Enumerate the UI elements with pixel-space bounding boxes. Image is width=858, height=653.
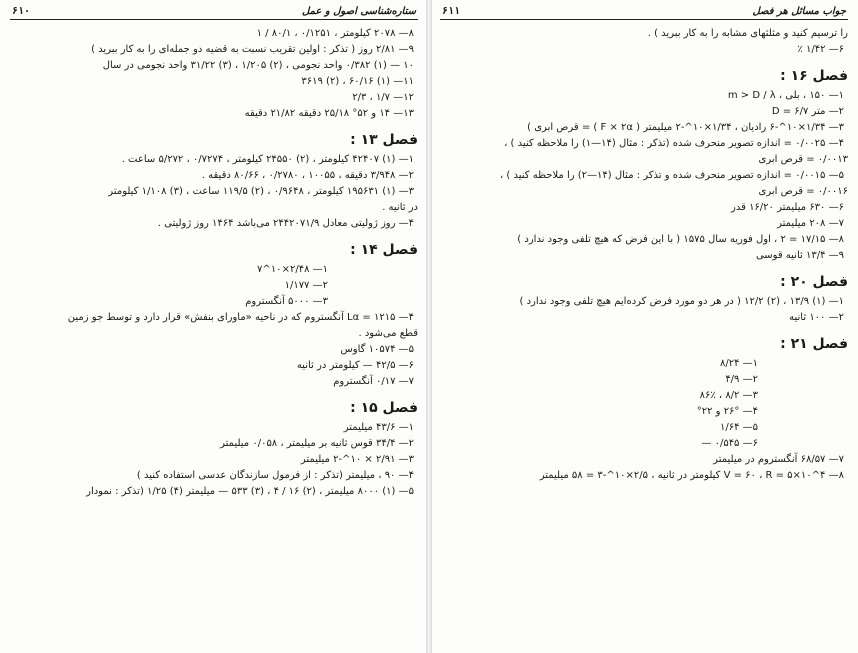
answer-line: ۱— (۱) ۱۳/۹ ، (۲) ۱۲/۲ ( در هر دو مورد فرض کرده‌ایم هیچ تلفی وجود ندارد ) — [519, 296, 844, 307]
chapter-21-heading: فصل ۲۱ : — [780, 336, 848, 352]
answer-line: ۴— ۲۶° و ۲۲° — [696, 406, 758, 417]
answer-line: ۶— ۶۳۰ میلیمتر ۱۶/۲۰ قدر — [731, 202, 844, 213]
answer-line: ۱۳— ۱۴ و ۵۲° ۲۵/۱۸ دقیقه ۲۱/۸۲ دقیقه — [244, 108, 414, 119]
answer-line: در ثانیه . — [382, 202, 418, 213]
answer-line: ۲— ۴/۹ — [725, 374, 758, 385]
answer-line: ۵— ۰/۰۰۱۵ = اندازه تصویر منحرف شده و تذکر : مثال (۱۴—۲) را ملاحظه کنید ) ، — [500, 170, 844, 181]
right-header-title: جواب مسائل هر فصل — [752, 6, 846, 17]
answer-line: ۳— ۱/۳۴×۱۰^-۶ رادیان ، ۱/۳۴×۱۰^-۲ میلیمتر ( F × ۲α ) = قرص ابری ) — [527, 122, 844, 133]
answer-line: ۶— ۴۲/۵ — کیلومتر در ثانیه — [296, 360, 414, 371]
answer-line: ۴— Lα = ۱۲۱۵ آنگستروم که در ناحیه «ماورای بنفش» قرار دارد و توسط جو زمین — [67, 312, 414, 323]
answer-line: ۹— ۲/۸۱ روز ( تذکر : اولین تقریب نسبت به قضیه دو جمله‌ای را به کار ببرید ) — [91, 44, 414, 55]
answer-line: ۱— ۲/۴۸×۱۰^۷ — [257, 264, 328, 275]
answer-line: ۲— ۱/۱۷۷ — [284, 280, 328, 291]
answer-line: ۳— ۸/۲ ، ۸۶٪ — [699, 390, 758, 401]
answer-line: ۰/۰۰۱۳ = قرص ابری — [758, 154, 848, 165]
right-page-number: ۶۱۱ — [442, 6, 461, 17]
left-page-number: ۶۱۰ — [12, 6, 31, 17]
right-page — [432, 0, 858, 653]
answer-line: ۳— ۵۰۰۰ آنگستروم — [245, 296, 328, 307]
answer-line: ۷— ۰/۱۷ آنگستروم — [333, 376, 414, 387]
answer-line: ۲— ۳/۹۴۸ دقیقه ، ۱۰۰۵۵ ، ۰/۲۷۸۰ ، ۸۰/۶۶ دقیقه . — [201, 170, 414, 181]
left-header-title: ستاره‌شناسی اصول و عمل — [302, 6, 416, 17]
answer-line: ۲— متر D = ۶/۷ — [771, 106, 844, 117]
answer-line: ۹— ۱۳/۴ ثانیه قوسی — [755, 250, 844, 261]
answer-line: ۷— ۲۰۸ میلیمتر — [777, 218, 844, 229]
chapter-13-heading: فصل ۱۳ : — [350, 132, 418, 148]
answer-line: ۷— ۶۸/۵۷ آنگستروم در میلیمتر — [713, 454, 844, 465]
answer-line: ۶— ۱/۴۲ ٪ — [797, 44, 844, 55]
answer-line: ۵— ۱۰۵۷۴ گاوس — [340, 344, 414, 355]
answer-line: ۴— روز ژولیتی معادل ۲۴۴۲۰۷۱/۹ می‌باشد ۱۴۶۴ روز ژولیتی . — [157, 218, 414, 229]
answer-line: ۳— ۲/۹۱ × ۱۰^-۲ میلیمتر — [300, 454, 414, 465]
answer-line: ۸— ۱۷/۱۵ = ۲ ، اول فوریه سال ۱۵۷۵ ( با این فرض که هیچ تلفی وجود ندارد ) — [517, 234, 844, 245]
chapter-20-heading: فصل ۲۰ : — [780, 274, 848, 290]
answer-line: ۱— (۱) ۴۲۴۰۷ کیلومتر ، (۲) ۲۴۵۵۰ کیلومتر ، ۰/۷۲۷۴ ، ۵/۲۷۲ ساعت . — [121, 154, 414, 165]
answer-line: ۲— ۳۴/۴ قوس ثانیه بر میلیمتر ، ۰/۰۵۸ میلیمتر — [220, 438, 414, 449]
left-page — [0, 0, 426, 653]
answer-line: ۲— ۱۰۰ ثانیه — [789, 312, 844, 323]
answer-line: ۴— ۰/۰۰۲۵ = اندازه تصویر منحرف شده (تذکر : مثال (۱۴—۱) را ملاحظه کنید ) ، — [504, 138, 844, 149]
chapter-16-heading: فصل ۱۶ : — [780, 68, 848, 84]
answer-line: ۳— (۱) ۱۹۵۶۳۱ کیلومتر ، ۰/۹۶۴۸ ، (۲) ۱۱۹/۵ ساعت ، (۳) ۱/۱۰۸ کیلومتر — [108, 186, 414, 197]
answer-line: ۱— ۴۳/۶ میلیمتر — [343, 422, 414, 433]
answer-line: قطع می‌شود . — [358, 328, 418, 339]
answer-line: ۴— ۹۰ ، میلیمتر (تذکر : از فرمول سازندگان عدسی استفاده کنید ) — [136, 470, 414, 481]
answer-line: ۰/۰۰۱۶ = قرص ابری — [758, 186, 848, 197]
answer-line: ۵— ۱/۶۴ — [719, 422, 758, 433]
answer-line: ۶— ۰/۵۴۵ — — [701, 438, 758, 449]
answer-line: را ترسیم کنید و مثلثهای مشابه را به کار ببرید ) . — [647, 28, 848, 39]
answer-line: ۱۲— ۱/۷ ، ۲/۳ — [352, 92, 414, 103]
chapter-15-heading: فصل ۱۵ : — [350, 400, 418, 416]
answer-line: ۱— ۱۵۰ ، بلی ، m > D / λ — [727, 90, 844, 101]
answer-line: ۸— V = ۶۰ ، R = ۵×۱۰^۴ کیلومتر در ثانیه ، ۲/۵×۱۰^-۳ = ۵۸ میلیمتر — [539, 470, 844, 481]
answer-line: ۱— ۸/۲۴ — [719, 358, 758, 369]
chapter-14-heading: فصل ۱۴ : — [350, 242, 418, 258]
answer-line: ۱۰ — (۱) ۰/۳۸۲ واحد نجومی ، (۲) ۱/۲۰۵ ، (۳) ۳۱/۲۲ واحد نجومی در سال — [102, 60, 414, 71]
answer-line: ۵— (۱) ۸۰۰۰ میلیمتر ، (۲) ۱۶ / ۴ ، (۳) ۵۳۳ — میلیمتر (۴) ۱/۲۵ (تذکر : نمودار — [86, 486, 414, 497]
right-page-header — [440, 6, 848, 20]
answer-line: ۸— ۲۰۷۸ کیلومتر ، ۰/۱۲۵۱ ، ۸۰/۱ / ۱ — [256, 28, 414, 39]
left-page-header — [10, 6, 418, 20]
answer-line: ۱۱— (۱) ۶۰/۱۶ ، (۲) ۳۶۱۹ — [301, 76, 414, 87]
